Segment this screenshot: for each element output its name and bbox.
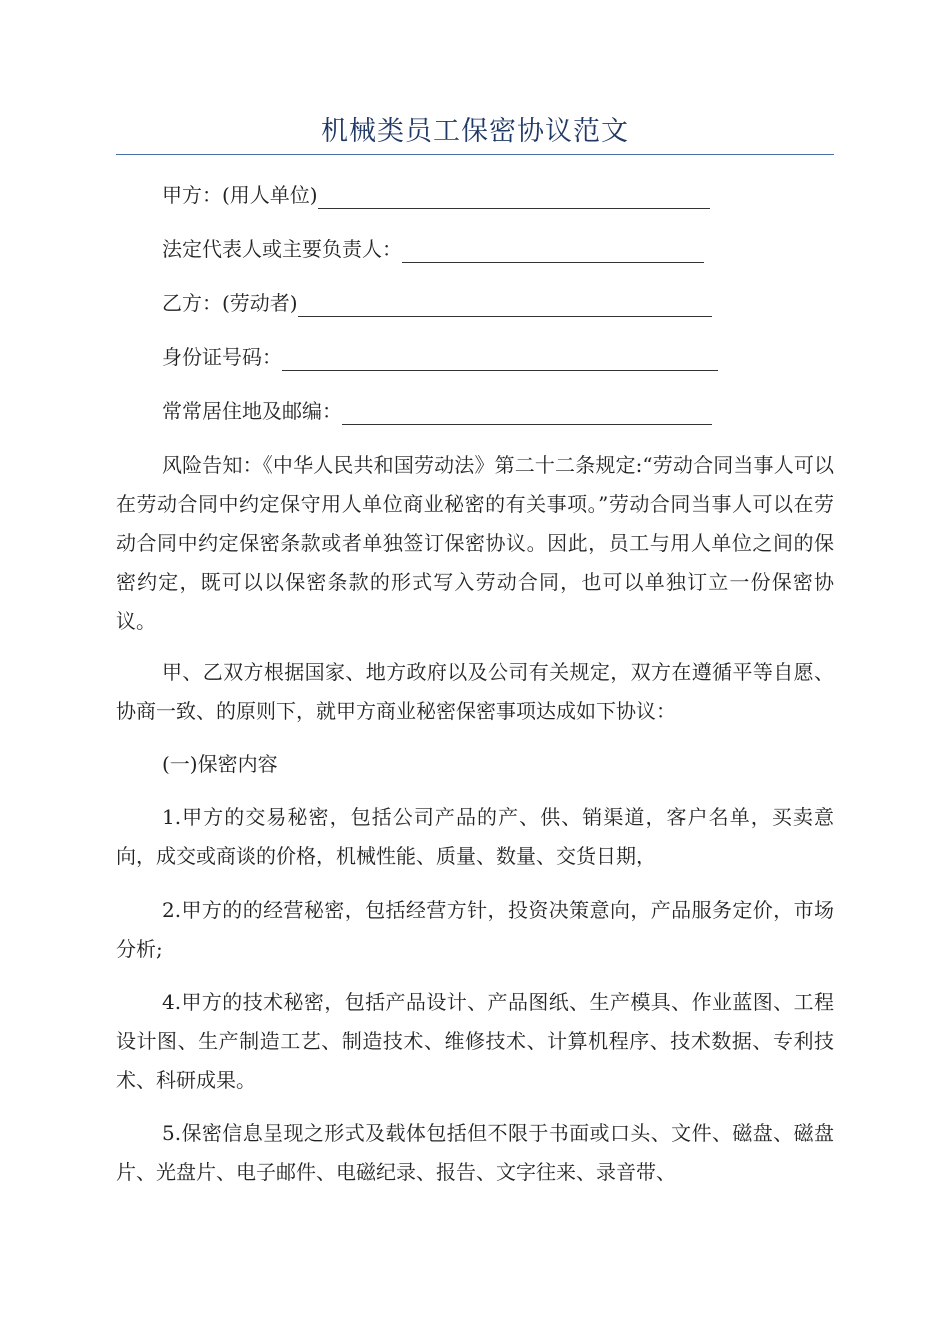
paragraph-risk-notice: 风险告知：《中华人民共和国劳动法》第二十二条规定:“劳动合同当事人可以在劳动合同中约定保守用人单位商业秘密的有关事项。”劳动合同当事人可以在劳动合同中约定保密条款或者单独签订保密协议。因此，员工与用人单位之间的保密约定，既可以以保密条款的形式写入劳动合同，也可以单独订立一份保密协议。 [116, 453, 834, 633]
paragraph-item-5: 5.保密信息呈现之形式及载体包括但不限于书面或口头、文件、磁盘、磁盘片、光盘片、电子邮件、电磁纪录、报告、文字往来、录音带、 [116, 1121, 834, 1184]
field-party-b [162, 287, 712, 317]
paragraph-agreement-intro: 甲、乙双方根据国家、地方政府以及公司有关规定，双方在遵循平等自愿、协商一致、的原则下，就甲方商业秘密保密事项达成如下协议： [116, 660, 834, 723]
section-heading-confidential-content: (一)保密内容 [162, 752, 278, 776]
fill-in-blank [342, 402, 712, 425]
field-label: 常常居住地及邮编： [162, 399, 342, 423]
field-party-a [162, 179, 710, 209]
field-label: 甲方：(用人单位) [162, 183, 318, 207]
field-label: 乙方：(劳动者) [162, 291, 298, 315]
field-label: 身份证号码： [162, 345, 282, 369]
field-label: 法定代表人或主要负责人： [162, 237, 402, 261]
document-title: 机械类员工保密协议范文 [321, 116, 629, 147]
paragraph-item-1: 1.甲方的交易秘密，包括公司产品的产、供、销渠道，客户名单，买卖意向，成交或商谈的价格，机械性能、质量、数量、交货日期， [116, 805, 834, 868]
title-underline [116, 154, 834, 155]
fill-in-blank [318, 186, 710, 209]
field-residence-postcode [162, 395, 712, 425]
fill-in-blank [298, 294, 712, 317]
paragraph-item-2: 2.甲方的的经营秘密，包括经营方针，投资决策意向，产品服务定价，市场分析; [116, 898, 834, 961]
fill-in-blank [402, 240, 704, 263]
fill-in-blank [282, 348, 718, 371]
field-id-number [162, 341, 718, 371]
paragraph-item-4: 4.甲方的技术秘密，包括产品设计、产品图纸、生产模具、作业蓝图、工程设计图、生产制造工艺、制造技术、维修技术、计算机程序、技术数据、专利技术、科研成果。 [116, 990, 834, 1092]
field-legal-representative [162, 233, 704, 263]
